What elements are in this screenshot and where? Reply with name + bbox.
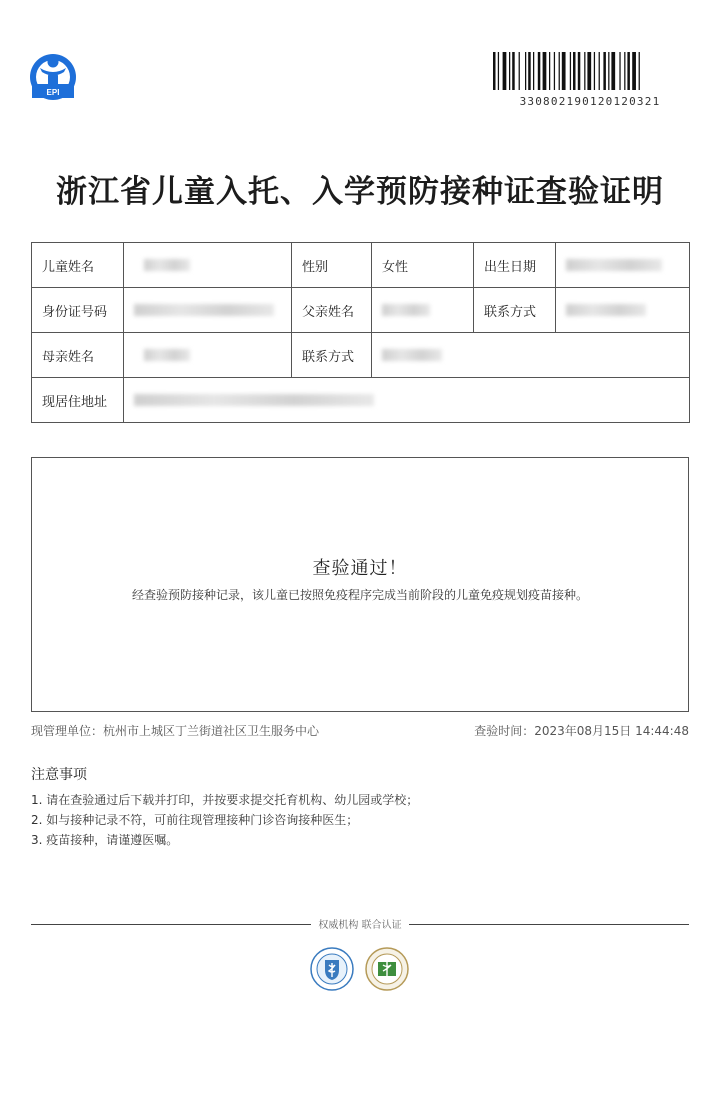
father-name-value [372,288,474,333]
health-commission-seal-icon [309,946,355,992]
contact-label: 联系方式 [292,333,372,378]
table-row [32,333,690,378]
epi-logo-icon [28,52,78,102]
father-name-label: 父亲姓名 [292,288,372,333]
barcode-bars-icon [493,52,685,90]
id-number-value [124,288,292,333]
epi-logo-text: EPI [46,88,60,97]
child-name-label: 儿童姓名 [32,243,124,288]
result-title: 查验通过！ [312,558,408,579]
birth-date-value [556,243,690,288]
mother-name-value [124,333,292,378]
contact-value [556,288,690,333]
gender-label: 性别 [292,243,372,288]
page-title: 浙江省儿童入托、入学预防接种证查验证明 [56,174,664,210]
footer-divider [31,920,689,931]
address-label: 现居住地址 [32,378,124,423]
management-unit-label: 现管理单位： [31,724,104,738]
result-description: 经查验预防接种记录，该儿童已按照免疫程序完成当前阶段的儿童免疫规划疫苗接种。 [131,588,588,602]
notes-section [31,764,418,850]
contact-label: 联系方式 [474,288,556,333]
list-item: 2. 如与接种记录不符，可前往现管理接种门诊咨询接种医生； [31,813,359,827]
info-table [31,242,690,423]
mother-name-label: 母亲姓名 [32,333,124,378]
cdc-seal-icon [364,946,410,992]
divider-label: 权威机构 联合认证 [318,920,402,931]
contact-value [372,333,690,378]
check-time-label: 查验时间： [474,724,535,738]
table-row [32,378,690,423]
table-row [32,288,690,333]
table-row [32,243,690,288]
birth-date-label: 出生日期 [474,243,556,288]
barcode [490,52,690,108]
barcode-number: 330802190120120321 [519,95,661,108]
list-item: 3. 疫苗接种，请谨遵医嘱。 [31,833,179,847]
gender-value: 女性 [372,243,474,288]
address-value [124,378,690,423]
check-time-value: 2023年08月15日 14:44:48 [534,724,689,738]
management-unit-value: 杭州市上城区丁兰街道社区卫生服务中心 [103,724,320,738]
check-time [474,722,689,739]
id-number-label: 身份证号码 [32,288,124,333]
result-box [31,457,689,712]
management-unit [31,722,319,739]
list-item: 1. 请在查验通过后下载并打印，并按要求提交托育机构、幼儿园或学校； [31,793,419,807]
notes-title: 注意事项 [31,767,87,783]
child-name-value [124,243,292,288]
